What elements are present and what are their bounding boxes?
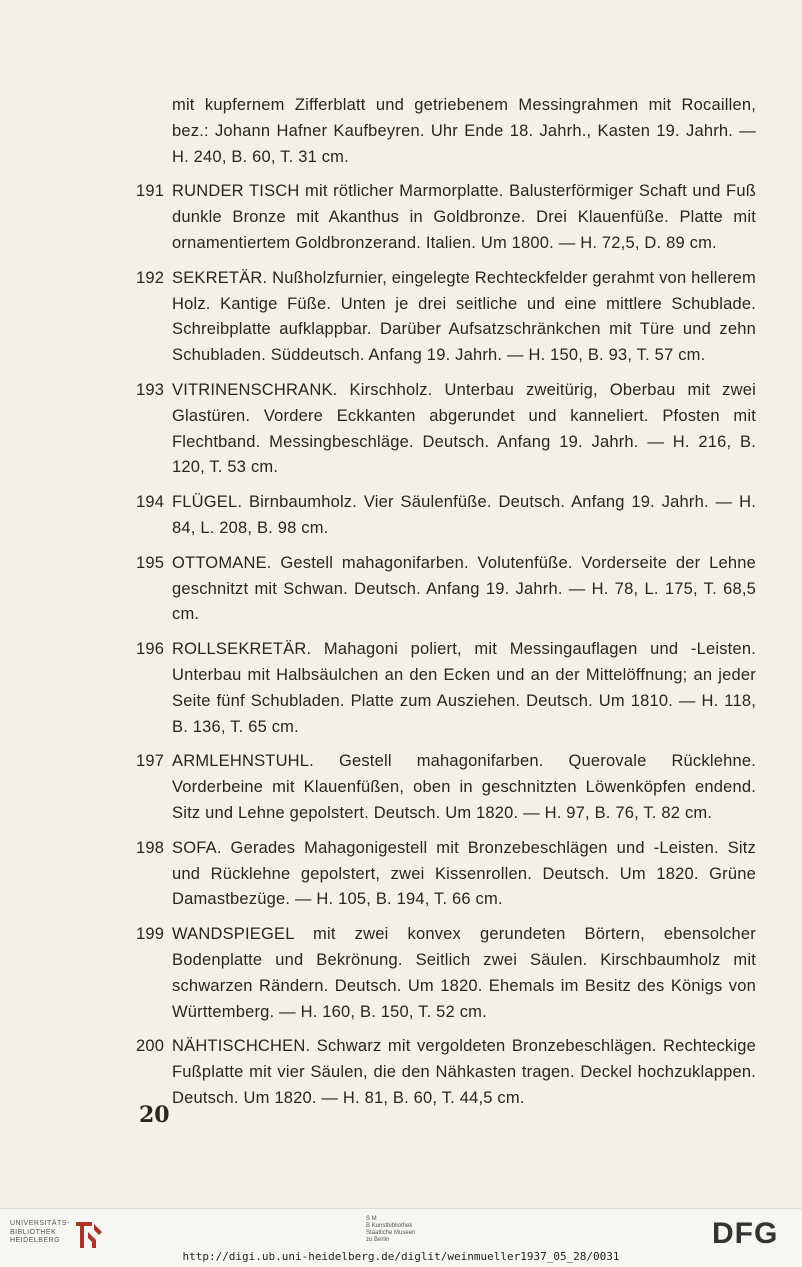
library-logo[interactable] [10, 1218, 110, 1252]
library-name-line: UNIVERSITÄTS- [10, 1220, 70, 1227]
entry-text: OTTOMANE. Gestell mahagonifarben. Volutenfüße. Vorderseite der Lehne geschnitzt mit Schwan. Deutsch. Anfang 19. Jahrh. — H. 78, L. 175, T. 68,5 cm. [172, 553, 756, 624]
continuation-paragraph [136, 93, 756, 170]
catalog-entry [136, 551, 756, 628]
entry-number: 193 [136, 380, 165, 399]
entry-text: ARMLEHNSTUHL. Gestell mahagonifarben. Querovale Rücklehne. Vorderbeine mit Klauenfüßen, oben in geschnitzten Löwenköpfen endend. Sitz und Lehne gepolstert. Deutsch. Um 1820. — H. 97, B. 76, T. 82 cm. [172, 752, 756, 822]
entry-number: 199 [136, 925, 165, 944]
catalog-entry [136, 179, 756, 256]
page-url[interactable]: http://digi.ub.uni-heidelberg.de/diglit/weinmueller1937_05_28/0031 [182, 1250, 620, 1263]
catalog-text [136, 93, 756, 1121]
partner-logo[interactable] [366, 1216, 476, 1244]
catalog-entry [136, 490, 756, 542]
library-name-line: HEIDELBERG [10, 1237, 61, 1244]
entry-number: 192 [136, 268, 165, 287]
partner-line: B Kunstbibliothek [366, 1223, 413, 1229]
catalog-entry [136, 836, 756, 913]
entry-text: SEKRETÄR. Nußholzfurnier, eingelegte Rechteckfelder gerahmt von hellerem Holz. Kantige Füße. Unten je drei seitliche und eine mittlere Schublade. Schreibplatte aufklappbar. Darüber Aufsatzschränkchen mit Türe und zehn Schubladen. Süddeutsch. Anfang 19. Jahrh. — H. 150, B. 93, T. 57 cm. [172, 268, 756, 365]
entry-number: 191 [136, 182, 165, 201]
entry-list [136, 179, 756, 1111]
library-name [10, 1220, 68, 1246]
library-name-line: BIBLIOTHEK [10, 1228, 57, 1236]
dfg-logo[interactable]: DFG [712, 1217, 779, 1250]
catalog-entry [136, 378, 756, 481]
partner-line: S M [366, 1216, 377, 1222]
entry-text: ROLLSEKRETÄR. Mahagoni poliert, mit Messingauflagen und -Leisten. Unterbau mit Halbsäulchen an den Ecken und an der Mittelöffnung; an jeder Seite fünf Schubladen. Platte zum Ausziehen. Deutsch. Um 1810. — H. 118, B. 136, T. 65 cm. [172, 640, 756, 736]
entry-text: RUNDER TISCH mit rötlicher Marmorplatte. Balusterförmiger Schaft und Fuß dunkle Bronze mit Akanthus in Goldbronze. Drei Klauenfüße. Platte mit ornamentiertem Goldbronzerand. Italien. Um 1800. — H. 72,5, D. 89 cm. [172, 182, 756, 252]
entry-text: WANDSPIEGEL mit zwei konvex gerundeten Börtern, ebensolcher Bodenplatte und Bekrönung. Seitlich zwei Säulen. Kirschbaumholz mit schwarzen Rändern. Deutsch. Um 1820. Ehemals im Besitz des Königs von Württemberg. — H. 160, B. 150, T. 52 cm. [172, 925, 756, 1021]
library-emblem-icon [72, 1218, 106, 1252]
entry-number: 200 [136, 1037, 165, 1056]
partner-line: Staatliche Museen [366, 1230, 416, 1236]
catalog-entry [136, 1034, 756, 1111]
entry-text: FLÜGEL. Birnbaumholz. Vier Säulenfüße. Deutsch. Anfang 19. Jahrh. — H. 84, L. 208, B. 98 cm. [172, 493, 756, 537]
entry-number: 198 [136, 838, 165, 857]
page-number: 20 [139, 1102, 170, 1128]
entry-number: 194 [136, 493, 165, 512]
entry-text: mit kupfernem Zifferblatt und getriebenem Messingrahmen mit Rocaillen, bez.: Johann Hafner Kaufbeyren. Uhr Ende 18. Jahrh., Kasten 19. Jahrh. — H. 240, B. 60, T. 31 cm. [172, 96, 756, 166]
entry-number: 196 [136, 640, 165, 659]
entry-number: 197 [136, 752, 165, 771]
entry-text: NÄHTISCHCHEN. Schwarz mit vergoldeten Bronzebeschlägen. Rechteckige Fußplatte mit vier Säulen, die den Nähkasten tragen. Deckel hochzuklappen. Deutsch. Um 1820. — H. 81, B. 60, T. 44,5 cm. [172, 1037, 756, 1107]
catalog-entry [136, 922, 756, 1025]
entry-number: 195 [136, 553, 165, 572]
partner-line: zu Berlin [366, 1237, 390, 1243]
catalog-entry [136, 266, 756, 369]
entry-text: VITRINENSCHRANK. Kirschholz. Unterbau zweitürig, Oberbau mit zwei Glastüren. Vordere Eckkanten abgerundet und kanneliert. Pfosten mit Flechtband. Messingbeschläge. Deutsch. Anfang 19. Jahrh. — H. 216, B. 120, T. 53 cm. [172, 380, 756, 477]
entry-text: SOFA. Gerades Mahagonigestell mit Bronzebeschlägen und -Leisten. Sitz und Rücklehne gepolstert, zwei Kissenrollen. Deutsch. Um 1820. Grüne Damastbezüge. — H. 105, B. 194, T. 66 cm. [172, 838, 756, 909]
catalog-entry [136, 749, 756, 826]
catalog-entry [136, 637, 756, 740]
